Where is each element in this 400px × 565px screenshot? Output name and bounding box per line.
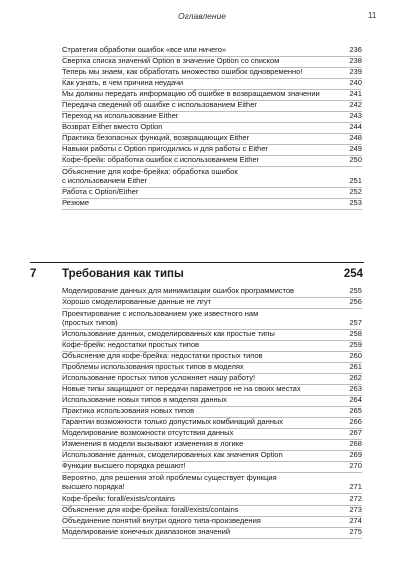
toc-entry-page: 256	[349, 297, 362, 306]
toc-entry-title: Передача сведений об ошибке с использованием Either	[62, 100, 257, 109]
toc-entry	[62, 309, 362, 330]
toc-entry-page: 264	[349, 395, 362, 405]
toc-entry-page: 244	[349, 122, 362, 131]
toc-entry-title: Переход на использование Either	[62, 111, 179, 120]
toc-entry-title: Использование новых типов в моделях данных	[62, 395, 227, 405]
toc-entry-title: Кофе-брейк: недостатки простых типов	[62, 340, 200, 350]
chapter-page: 254	[343, 268, 363, 280]
toc-entry-page: 242	[349, 100, 362, 109]
toc-entry-page: 270	[349, 461, 362, 471]
toc-entry-title: Гарантии возможности только допустимых комбинаций данных	[62, 417, 284, 427]
toc-entry-title: Как узнать, в чем причина неудачи	[62, 78, 184, 87]
page-number: 11	[368, 11, 377, 20]
toc-entry-page: 268	[349, 439, 362, 449]
toc-entry-page: 261	[349, 362, 362, 372]
toc-entry-page: 253	[349, 198, 362, 208]
toc-entry-title: Изменения в модели вызывают изменения в логике	[62, 439, 244, 449]
chapter-divider	[30, 262, 364, 263]
toc-entry-page: 274	[349, 515, 362, 525]
toc-entry-page: 265	[349, 406, 362, 416]
toc-entry-title-line1: Вероятно, для решения этой проблемы существует функция	[62, 473, 277, 483]
running-title: Оглавление	[178, 11, 227, 21]
toc-entry-title: Резюме	[62, 198, 90, 208]
toc-entry-title-line1: Объяснение для кофе-брейка: обработка ошибок	[62, 167, 238, 176]
toc-entry-page: 271	[349, 482, 362, 492]
toc-entry-title-line1: Проектирование с использованием уже известного нам	[62, 309, 259, 318]
toc-entry-title: Стратегия обработки ошибок «все или ничего»	[62, 45, 227, 54]
toc-entry-title: высшего порядка!	[62, 482, 125, 492]
toc-entry-title: Навыки работы с Option пригодились и для работы с Either	[62, 144, 268, 153]
toc-entry	[62, 199, 362, 210]
toc-entry-page: 249	[349, 144, 362, 153]
toc-entry-page: 251	[349, 176, 362, 185]
toc-entry-title: Моделирование возможности отсутствия данных	[62, 428, 234, 438]
toc-entry-title: Кофе-брейк: обработка ошибок с использованием Either	[62, 155, 260, 164]
toc-entry-page: 252	[349, 187, 362, 197]
page-header	[0, 0, 400, 36]
toc-entry-page: 273	[349, 504, 362, 514]
toc-entry-title: Возврат Either вместо Option	[62, 122, 163, 131]
toc-entry-title: Моделирование конечных диапазонов значений	[62, 526, 231, 536]
toc-entry-title: Практика безопасных функций, возвращающих Either	[62, 133, 250, 142]
toc-entry-page: 243	[349, 111, 362, 120]
toc-entry-title: Хорошо смоделированные данные не лгут	[62, 297, 212, 306]
toc-entry-title: Кофе-брейк: forall/exists/contains	[62, 493, 175, 503]
toc-entry	[62, 528, 362, 539]
toc-entry-title: Объединение понятий внутри одного типа-произведения	[62, 515, 261, 525]
toc-entry-page: 260	[349, 351, 362, 361]
toc-entry	[62, 462, 362, 473]
toc-entry	[62, 167, 362, 188]
toc-entry-title: с использованием Either	[62, 176, 147, 185]
toc-entry-page: 269	[349, 450, 362, 460]
toc-entry-page: 255	[349, 286, 362, 295]
toc-entry-title: Свертка списка значений Option в значение Option со списком	[62, 56, 280, 65]
toc-entry-title: Практика использования новых типов	[62, 406, 195, 416]
toc-entry-page: 238	[349, 56, 362, 65]
toc-entry	[62, 298, 362, 309]
toc-entry-page: 267	[349, 428, 362, 438]
toc-entry	[62, 473, 362, 494]
toc-entry	[62, 156, 362, 167]
toc-entry-title: Использование данных, смоделированных как значения Option	[62, 450, 283, 460]
toc-entry-page: 266	[349, 417, 362, 427]
toc-entry-page: 239	[349, 67, 362, 76]
toc-entry-title: Использование данных, смоделированных как простые типы	[62, 329, 275, 339]
toc-entry-title: Теперь мы знаем, как обработать множество ошибок одновременно!	[62, 67, 303, 76]
toc-entry-page: 250	[349, 155, 362, 164]
toc-entry-title: Функции высшего порядка решают!	[62, 461, 186, 471]
chapter-title: Требования как типы	[62, 268, 184, 280]
toc-entry-page: 248	[349, 133, 362, 142]
toc-entry-title: Объяснение для кофе-брейка: недостатки простых типов	[62, 351, 263, 361]
toc-entry-page: 272	[349, 493, 362, 503]
chapter-number: 7	[30, 268, 37, 280]
toc-entry-page: 258	[349, 329, 362, 339]
toc-entry-page: 262	[349, 373, 362, 383]
toc-entry	[62, 188, 362, 199]
toc-entry-title: Мы должны передать информацию об ошибке в возвращаемом значении	[62, 89, 320, 98]
toc-entry-title: Новые типы защищают от передачи параметров не на своих местах	[62, 384, 301, 394]
toc-entry-page: 240	[349, 78, 362, 87]
toc-entry-title: Объяснение для кофе-брейка: forall/exists/contains	[62, 504, 239, 514]
toc-entry-page: 259	[349, 340, 362, 350]
toc-entry-page: 263	[349, 384, 362, 394]
toc-entry-title: Проблемы использования простых типов в моделях	[62, 362, 244, 372]
toc-entry-title: Использование простых типов усложняет нашу работу!	[62, 373, 256, 383]
toc-entry-page: 236	[349, 45, 362, 54]
toc-entry-page: 275	[349, 526, 362, 536]
toc-entry-page: 241	[349, 89, 362, 98]
toc-entry-title: Работа с Option/Either	[62, 187, 139, 197]
toc-entry-title: (простых типов)	[62, 318, 118, 327]
toc-entry-page: 257	[349, 318, 362, 327]
toc-entry-title: Моделирование данных для минимизации ошибок программистов	[62, 286, 295, 295]
